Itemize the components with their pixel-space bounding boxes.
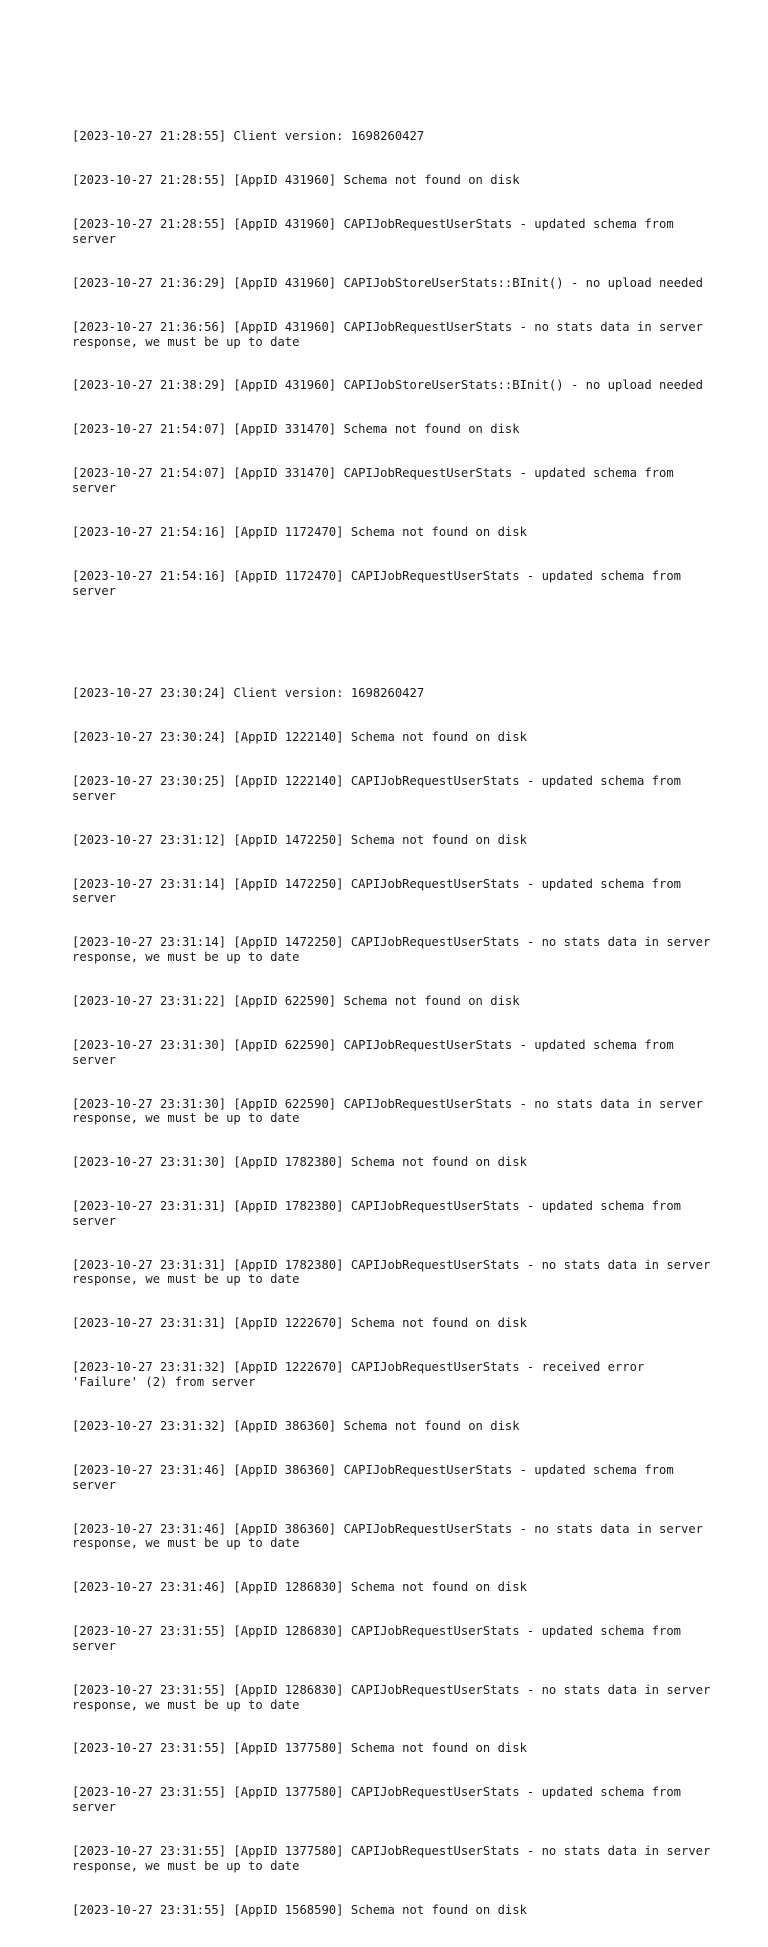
log-session-2 bbox=[72, 657, 718, 1947]
log-line: [2023-10-27 21:28:55] Client version: 1698260427 bbox=[72, 129, 425, 144]
log-line: [2023-10-27 23:31:14] [AppID 1472250] CAPIJobRequestUserStats - updated schema from server bbox=[72, 876, 689, 906]
log-line: [2023-10-27 23:31:31] [AppID 1222670] Schema not found on disk bbox=[72, 1316, 527, 1331]
log-line: [2023-10-27 23:31:55] [AppID 1286830] CAPIJobRequestUserStats - no stats data in server response, we must be up to date bbox=[72, 1682, 718, 1712]
log-line: [2023-10-27 23:30:25] [AppID 1222140] CAPIJobRequestUserStats - updated schema from server bbox=[72, 774, 689, 803]
log-line: [2023-10-27 23:31:32] [AppID 1222670] CAPIJobRequestUserStats - received error 'Failure' (2) from server bbox=[72, 1360, 652, 1390]
log-line: [2023-10-27 23:31:14] [AppID 1472250] CAPIJobRequestUserStats - no stats data in server response, we must be up to date bbox=[72, 935, 718, 965]
log-line: [2023-10-27 21:54:16] [AppID 1172470] CAPIJobRequestUserStats - updated schema from server bbox=[72, 569, 689, 598]
log-line: [2023-10-27 23:31:46] [AppID 1286830] Schema not found on disk bbox=[72, 1580, 527, 1595]
log-line: [2023-10-27 23:31:55] [AppID 1286830] CAPIJobRequestUserStats - updated schema from server bbox=[72, 1624, 689, 1653]
log-line: [2023-10-27 23:31:30] [AppID 1782380] Schema not found on disk bbox=[72, 1155, 527, 1170]
log-line: [2023-10-27 23:31:32] [AppID 386360] Schema not found on disk bbox=[72, 1419, 520, 1434]
log-line: [2023-10-27 23:31:55] [AppID 1377580] Schema not found on disk bbox=[72, 1741, 527, 1756]
log-line: [2023-10-27 23:31:55] [AppID 1568590] Schema not found on disk bbox=[72, 1902, 527, 1917]
log-line: [2023-10-27 21:54:16] [AppID 1172470] Schema not found on disk bbox=[72, 525, 527, 540]
log-line: [2023-10-27 23:31:46] [AppID 386360] CAPIJobRequestUserStats - no stats data in server response, we must be up to date bbox=[72, 1521, 711, 1551]
log-line: [2023-10-27 21:36:56] [AppID 431960] CAPIJobRequestUserStats - no stats data in server response, we must be up to date bbox=[72, 319, 711, 349]
session-separator bbox=[72, 628, 712, 657]
log-session-1 bbox=[72, 100, 712, 628]
log-line: [2023-10-27 21:28:55] [AppID 431960] CAPIJobRequestUserStats - updated schema from server bbox=[72, 217, 682, 246]
log-line: [2023-10-27 23:31:55] [AppID 1377580] CAPIJobRequestUserStats - no stats data in server response, we must be up to date bbox=[72, 1844, 718, 1873]
log-line: [2023-10-27 23:31:55] [AppID 1377580] CAPIJobRequestUserStats - updated schema from server bbox=[72, 1785, 689, 1815]
log-line: [2023-10-27 23:31:12] [AppID 1472250] Schema not found on disk bbox=[72, 832, 527, 847]
log-line: [2023-10-27 23:31:31] [AppID 1782380] CAPIJobRequestUserStats - updated schema from server bbox=[72, 1199, 689, 1228]
log-line: [2023-10-27 23:31:30] [AppID 622590] CAPIJobRequestUserStats - no stats data in server response, we must be up to date bbox=[72, 1096, 711, 1126]
log-line: [2023-10-27 21:54:07] [AppID 331470] Schema not found on disk bbox=[72, 422, 520, 437]
log-page bbox=[72, 100, 718, 1947]
log-line: [2023-10-27 23:30:24] [AppID 1222140] Schema not found on disk bbox=[72, 730, 527, 745]
log-line: [2023-10-27 21:54:07] [AppID 331470] CAPIJobRequestUserStats - updated schema from server bbox=[72, 466, 682, 496]
log-line: [2023-10-27 23:30:24] Client version: 1698260427 bbox=[72, 686, 425, 701]
log-line: [2023-10-27 23:31:46] [AppID 386360] CAPIJobRequestUserStats - updated schema from server bbox=[72, 1463, 682, 1492]
log-line: [2023-10-27 21:28:55] [AppID 431960] Schema not found on disk bbox=[72, 173, 520, 188]
log-line: [2023-10-27 23:31:22] [AppID 622590] Schema not found on disk bbox=[72, 994, 520, 1009]
log-line: [2023-10-27 21:36:29] [AppID 431960] CAPIJobStoreUserStats::BInit() - no upload needed bbox=[72, 275, 704, 290]
log-line: [2023-10-27 21:38:29] [AppID 431960] CAPIJobStoreUserStats::BInit() - no upload needed bbox=[72, 378, 704, 393]
log-line: [2023-10-27 23:31:31] [AppID 1782380] CAPIJobRequestUserStats - no stats data in server response, we must be up to date bbox=[72, 1257, 718, 1287]
log-line: [2023-10-27 23:31:30] [AppID 622590] CAPIJobRequestUserStats - updated schema from server bbox=[72, 1037, 682, 1067]
